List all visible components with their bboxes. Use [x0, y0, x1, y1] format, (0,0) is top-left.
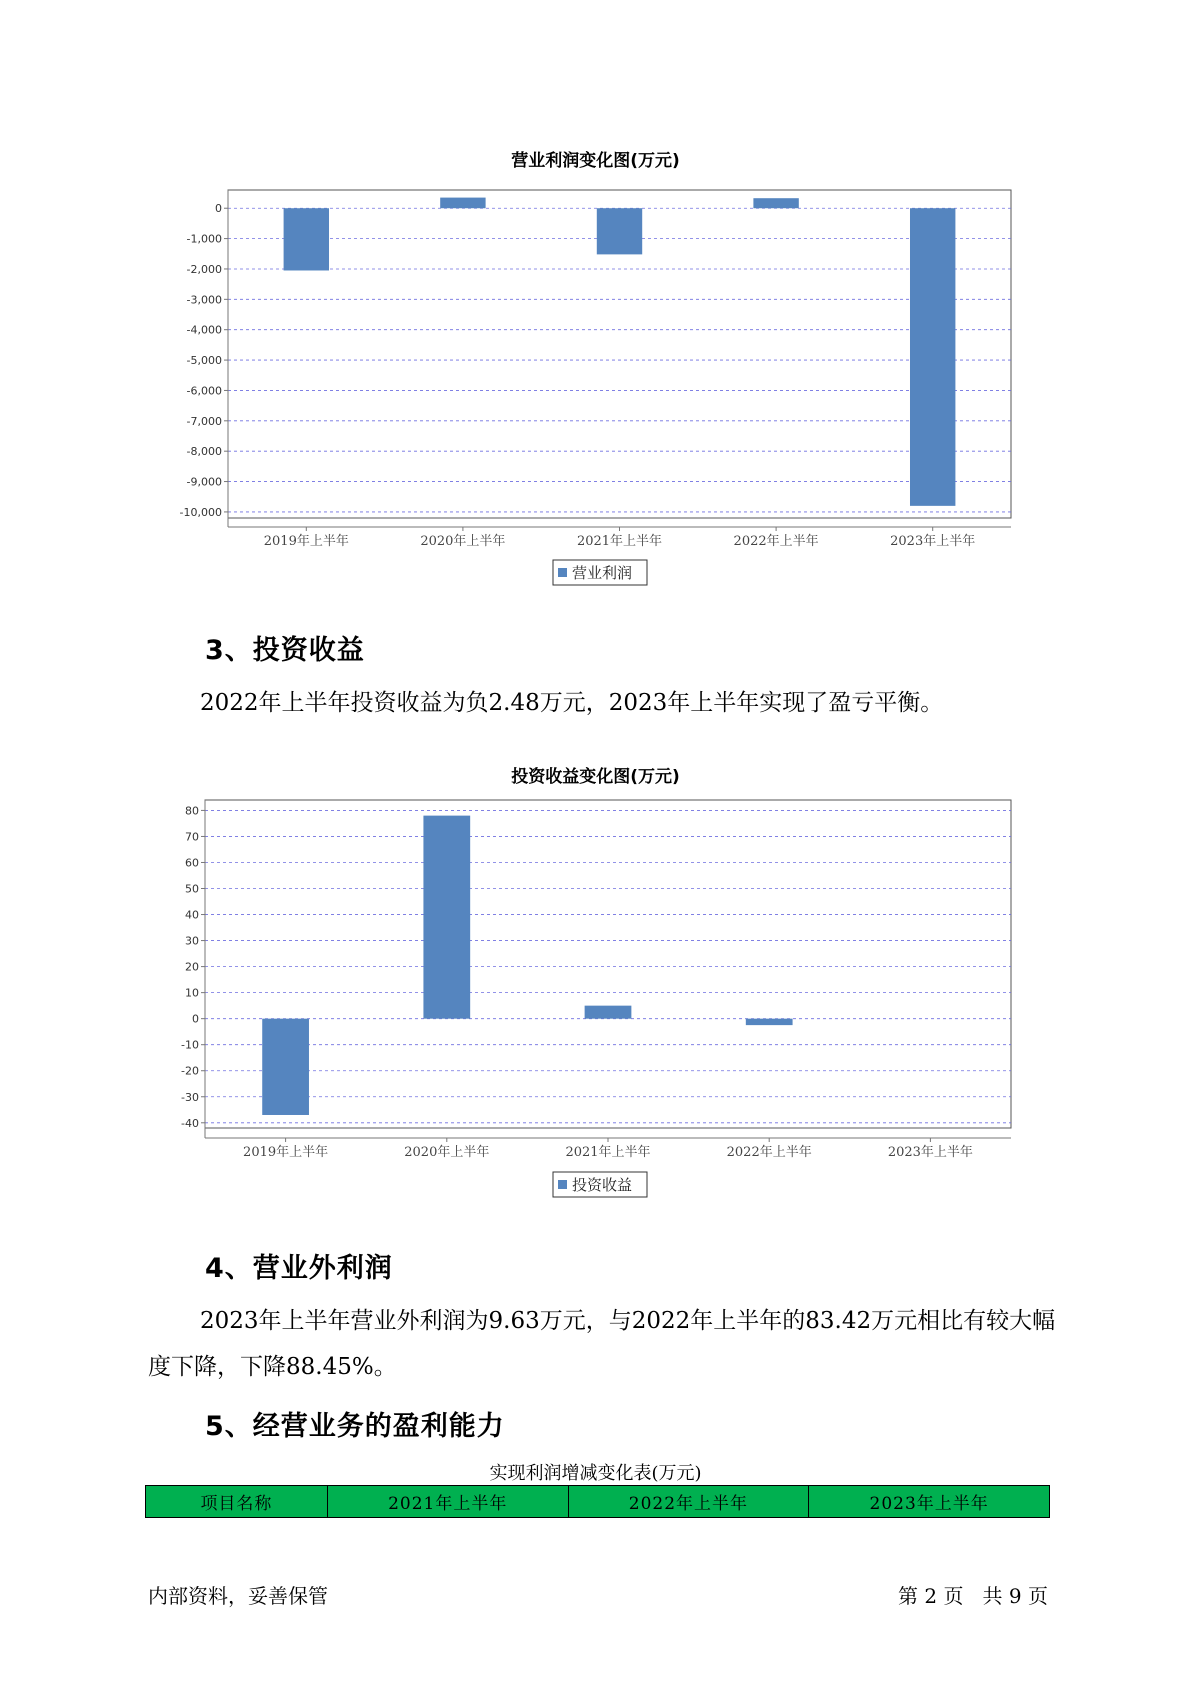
y-tick-label: -5,000 — [186, 354, 222, 368]
y-tick-label: -6,000 — [186, 384, 222, 398]
y-tick-label: 50 — [185, 882, 199, 896]
bar — [585, 1006, 632, 1019]
y-tick-label: -10,000 — [179, 505, 222, 519]
y-tick-label: -10 — [181, 1038, 199, 1052]
section-3-heading: 3、投资收益 — [205, 635, 365, 666]
y-tick-label: -1,000 — [186, 232, 222, 246]
y-tick-label: 0 — [215, 202, 222, 216]
y-tick-label: 40 — [185, 908, 199, 922]
x-tick-label: 2022年上半年 — [733, 534, 819, 549]
x-tick-label: 2023年上半年 — [887, 1145, 973, 1160]
x-tick-label: 2021年上半年 — [565, 1145, 651, 1160]
x-tick-label: 2020年上半年 — [404, 1145, 490, 1160]
plot-area — [205, 800, 1011, 1128]
chart1-title: 营业利润变化图(万元) — [511, 151, 680, 171]
profit-table — [145, 1485, 1050, 1518]
section-5-heading: 5、经营业务的盈利能力 — [205, 1411, 505, 1442]
x-tick-label: 2022年上半年 — [726, 1145, 812, 1160]
y-tick-label: -8,000 — [186, 445, 222, 459]
bar — [262, 1019, 309, 1115]
y-tick-label: -20 — [181, 1064, 199, 1078]
y-tick-label: -7,000 — [186, 414, 222, 428]
bar — [746, 1019, 793, 1025]
x-tick-label: 2021年上半年 — [576, 534, 663, 549]
table-caption: 实现利润增减变化表(万元) — [489, 1463, 702, 1484]
legend-label: 营业利润 — [572, 564, 633, 582]
chart2-title: 投资收益变化图(万元) — [511, 767, 680, 787]
y-tick-label: 20 — [185, 960, 199, 974]
table-header-row — [146, 1486, 1050, 1518]
x-tick-label: 2019年上半年 — [243, 1145, 329, 1160]
y-tick-label: 0 — [192, 1012, 199, 1026]
y-tick-label: -3,000 — [186, 293, 222, 307]
y-tick-label: 30 — [185, 934, 199, 948]
table-header-cell: 2023年上半年 — [809, 1486, 1050, 1518]
legend-swatch — [558, 1180, 567, 1189]
footer-confidential: 内部资料，妥善保管 — [148, 1584, 328, 1608]
section-4-text: 2023年上半年营业外利润为9.63万元，与2022年上半年的83.42万元相比有较大幅度下降，下降88.45%。 — [148, 1308, 1056, 1380]
table-header-cell: 2021年上半年 — [327, 1486, 568, 1518]
y-tick-label: 70 — [185, 830, 199, 844]
y-tick-label: -9,000 — [186, 475, 222, 489]
x-tick-label: 2019年上半年 — [263, 534, 349, 549]
x-tick-label: 2023年上半年 — [890, 534, 976, 549]
bar — [423, 816, 470, 1019]
y-tick-label: -4,000 — [186, 323, 222, 337]
table-header-cell: 项目名称 — [146, 1486, 328, 1518]
y-tick-label: -40 — [181, 1116, 199, 1130]
section-4-heading: 4、营业外利润 — [205, 1253, 393, 1284]
y-tick-label: 80 — [185, 804, 199, 818]
y-tick-label: 10 — [185, 986, 199, 1000]
section-3-text: 2022年上半年投资收益为负2.48万元，2023年上半年实现了盈亏平衡。 — [200, 690, 944, 716]
y-tick-label: -30 — [181, 1090, 199, 1104]
legend-label: 投资收益 — [572, 1176, 633, 1194]
table-header-cell: 2022年上半年 — [568, 1486, 809, 1518]
footer-page-number: 第 2 页 共 9 页 — [898, 1584, 1048, 1608]
y-tick-label: -2,000 — [186, 262, 222, 276]
x-tick-label: 2020年上半年 — [420, 534, 506, 549]
y-tick-label: 60 — [185, 856, 199, 870]
